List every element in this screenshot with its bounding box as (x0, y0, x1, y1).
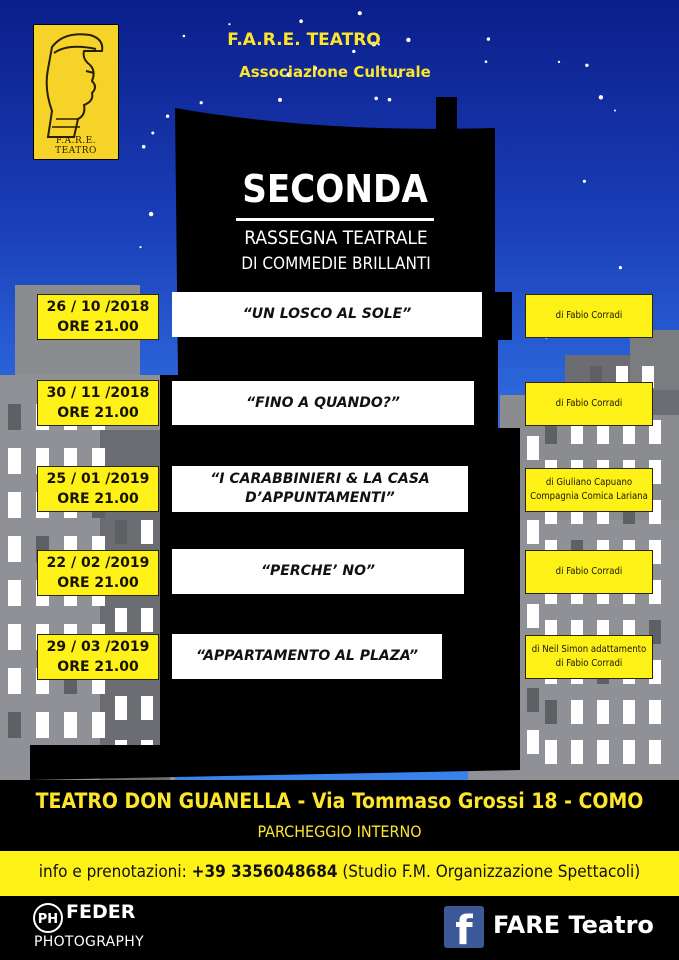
sponsor-subtitle: PHOTOGRAPHY (34, 934, 144, 950)
show-title-bar (172, 634, 442, 679)
facebook-page-name[interactable]: FARE Teatro (493, 911, 654, 939)
window (141, 520, 153, 544)
show-author-line-1: di Neil Simon adattamento (531, 644, 647, 655)
show-time: ORE 21.00 (57, 575, 139, 591)
show-time: ORE 21.00 (57, 405, 139, 421)
show-date: 29 / 03 /2019 (46, 639, 150, 655)
show-title-bar (172, 381, 474, 425)
show-author: di Fabio Corradi (555, 310, 623, 321)
star (166, 115, 169, 118)
show-date-box (37, 294, 159, 340)
fare-teatro-logo (33, 24, 119, 160)
star (485, 60, 488, 63)
star (487, 37, 490, 40)
show-date: 26 / 10 /2018 (46, 299, 150, 315)
svg-text:PH: PH (37, 912, 59, 927)
tower-antenna-right (436, 97, 457, 167)
organization-type: Associazione Culturale (239, 63, 431, 81)
show-date: 30 / 11 /2018 (46, 385, 150, 401)
star (619, 266, 622, 269)
star (139, 246, 141, 248)
masked-face-icon (34, 29, 118, 141)
window (623, 700, 635, 724)
show-time: ORE 21.00 (57, 319, 139, 335)
show-date-box (37, 634, 159, 680)
show-date: 22 / 02 /2019 (46, 555, 150, 571)
window (8, 668, 21, 694)
feder-photography-logo-icon (33, 903, 63, 933)
window (527, 520, 539, 544)
star (406, 38, 410, 42)
star (228, 23, 230, 25)
show-time: ORE 21.00 (57, 491, 139, 507)
star (358, 11, 362, 15)
star (599, 95, 603, 99)
window (527, 730, 539, 754)
show-title: “APPARTAMENTO AL PLAZA” (195, 648, 419, 664)
window (64, 712, 77, 738)
window (115, 696, 127, 720)
show-title-bar (172, 549, 464, 594)
star (183, 35, 186, 38)
window (115, 520, 127, 544)
booking-phone[interactable]: +39 3356048684 (191, 862, 338, 882)
show-author-box (525, 382, 653, 426)
star (278, 98, 282, 102)
show-date-box (37, 550, 159, 596)
show-date-box (37, 466, 159, 512)
title-divider (236, 218, 434, 221)
booking-note: (Studio F.M. Organizzazione Spettacoli) (342, 862, 641, 882)
venue-address: TEATRO DON GUANELLA - Via Tommaso Grossi 18 - COMO (35, 789, 644, 813)
festival-subtitle-line-1: RASSEGNA TEATRALE (244, 227, 428, 249)
building-right-tower (630, 330, 679, 390)
window (597, 700, 609, 724)
star (614, 110, 616, 112)
window (527, 688, 539, 712)
window (8, 536, 21, 562)
show-author-line-2: di Fabio Corradi (555, 658, 623, 669)
window (649, 740, 661, 764)
window (597, 740, 609, 764)
show-title-bar (172, 466, 468, 512)
show-author-box (525, 635, 653, 679)
logo-caption: F.A.R.E. TEATRO (55, 136, 97, 156)
window (527, 604, 539, 628)
show-time: ORE 21.00 (57, 659, 139, 675)
show-author: di Fabio Corradi (555, 398, 623, 409)
booking-label: info e prenotazioni: (38, 862, 187, 882)
show-author-box (525, 550, 653, 594)
window (8, 580, 21, 606)
star (299, 19, 303, 23)
window (8, 624, 21, 650)
show-title-line-1: “I CARABBINIERI & LA CASA (210, 471, 430, 487)
star (142, 145, 146, 149)
star (585, 64, 588, 67)
show-author-box (525, 294, 653, 338)
show-author-line-1: di Giuliano Capuano (545, 477, 633, 488)
show-title-bar (172, 292, 482, 337)
show-author-line-2: Compagnia Comica Lariana (530, 491, 648, 502)
window (8, 404, 21, 430)
show-author: di Fabio Corradi (555, 566, 623, 577)
sponsor-name: FEDER (66, 901, 136, 923)
window (36, 712, 49, 738)
window (545, 700, 557, 724)
organization-name: F.A.R.E. TEATRO (227, 30, 381, 50)
show-title-line-2: D’APPUNTAMENTI” (245, 490, 395, 506)
show-title: “UN LOSCO AL SOLE” (242, 306, 412, 322)
window (141, 608, 153, 632)
show-date-box (37, 380, 159, 426)
star (200, 101, 203, 104)
festival-title: SECONDA (242, 167, 428, 211)
window (92, 712, 105, 738)
window (649, 700, 661, 724)
window (8, 712, 21, 738)
facebook-icon[interactable]: f (444, 906, 484, 948)
parking-note: PARCHEGGIO INTERNO (257, 822, 422, 841)
show-title: “FINO A QUANDO?” (246, 394, 400, 411)
festival-subtitle-line-2: DI COMMEDIE BRILLANTI (241, 254, 431, 274)
star (558, 61, 560, 63)
window (115, 608, 127, 632)
window (8, 492, 21, 518)
star (583, 180, 586, 183)
window (141, 696, 153, 720)
star (388, 98, 392, 102)
booking-info (0, 862, 679, 882)
window (571, 700, 583, 724)
show-author-box (525, 468, 653, 512)
star (151, 132, 154, 135)
star (352, 50, 355, 53)
window (527, 436, 539, 460)
show-date: 25 / 01 /2019 (46, 471, 150, 487)
window (545, 740, 557, 764)
star (374, 97, 378, 101)
window (571, 740, 583, 764)
show-title: “PERCHE’ NO” (260, 563, 375, 579)
star (149, 212, 153, 216)
window (8, 448, 21, 474)
window (623, 740, 635, 764)
